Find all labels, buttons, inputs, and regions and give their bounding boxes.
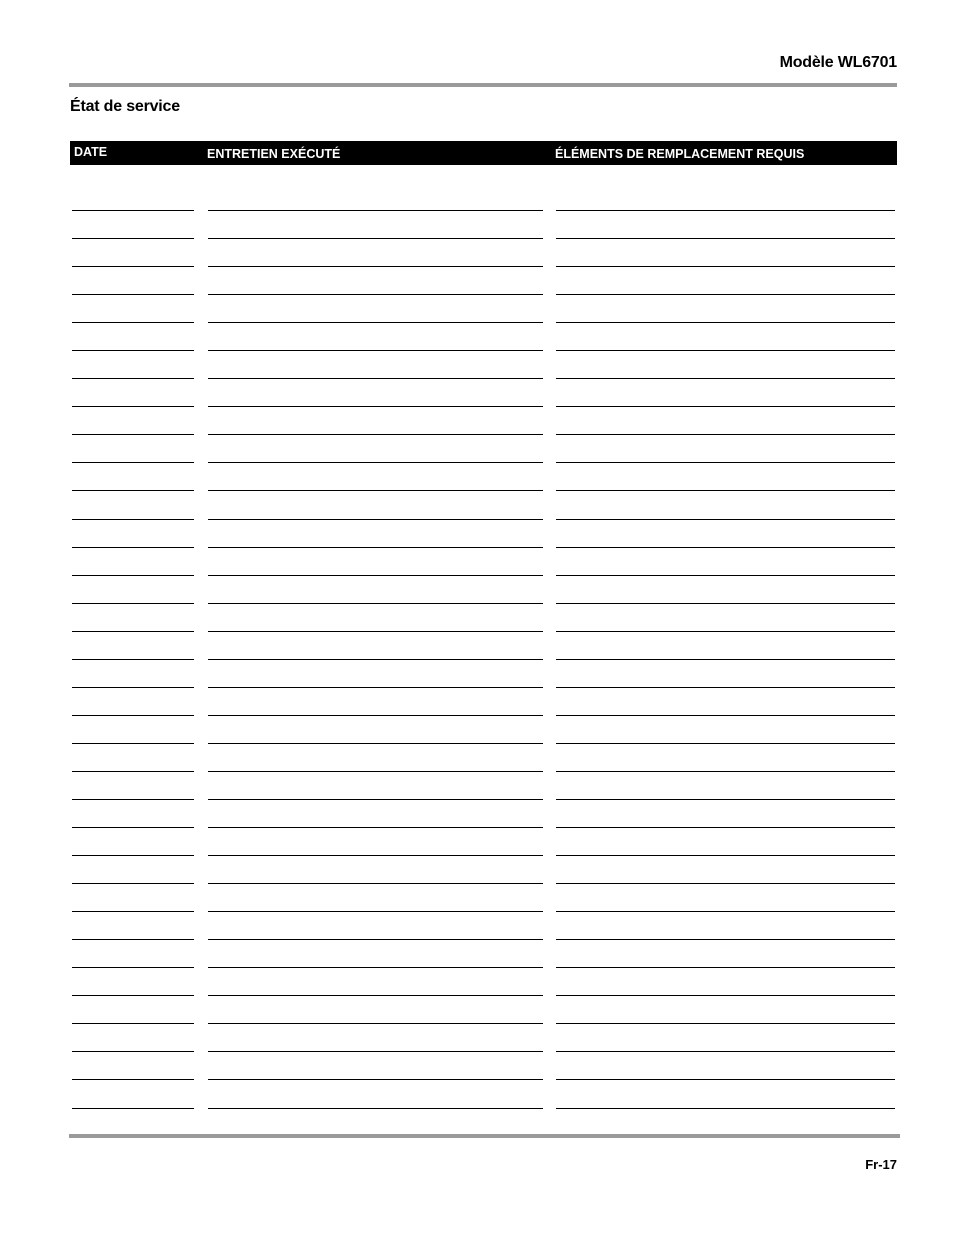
maintenance-entry-line (208, 995, 543, 996)
maintenance-entry-line (208, 855, 543, 856)
page-number: Fr-17 (865, 1157, 897, 1172)
table-row (0, 687, 954, 715)
column-header-date: DATE (74, 145, 108, 159)
date-entry-line (72, 967, 194, 968)
date-entry-line (72, 995, 194, 996)
maintenance-entry-line (208, 771, 543, 772)
date-entry-line (72, 294, 194, 295)
bottom-divider (69, 1134, 900, 1138)
table-row (0, 659, 954, 687)
date-entry-line (72, 855, 194, 856)
replacement-parts-entry-line (556, 266, 895, 267)
replacement-parts-entry-line (556, 631, 895, 632)
replacement-parts-entry-line (556, 911, 895, 912)
date-entry-line (72, 1108, 194, 1109)
replacement-parts-entry-line (556, 462, 895, 463)
maintenance-entry-line (208, 490, 543, 491)
column-header-replacement-parts: ÉLÉMENTS DE REMPLACEMENT REQUIS (555, 147, 805, 161)
maintenance-entry-line (208, 519, 543, 520)
table-row (0, 799, 954, 827)
maintenance-entry-line (208, 1023, 543, 1024)
replacement-parts-entry-line (556, 322, 895, 323)
maintenance-entry-line (208, 266, 543, 267)
replacement-parts-entry-line (556, 715, 895, 716)
maintenance-entry-line (208, 967, 543, 968)
date-entry-line (72, 210, 194, 211)
date-entry-line (72, 827, 194, 828)
table-row (0, 350, 954, 378)
table-row (0, 827, 954, 855)
date-entry-line (72, 434, 194, 435)
replacement-parts-entry-line (556, 575, 895, 576)
top-divider (69, 83, 897, 87)
maintenance-entry-line (208, 799, 543, 800)
maintenance-entry-line (208, 659, 543, 660)
table-row (0, 294, 954, 322)
date-entry-line (72, 1051, 194, 1052)
date-entry-line (72, 1079, 194, 1080)
table-row (0, 967, 954, 995)
maintenance-entry-line (208, 715, 543, 716)
date-entry-line (72, 743, 194, 744)
replacement-parts-entry-line (556, 378, 895, 379)
table-row (0, 575, 954, 603)
date-entry-line (72, 575, 194, 576)
date-entry-line (72, 911, 194, 912)
model-title: Modèle WL6701 (779, 54, 897, 71)
date-entry-line (72, 883, 194, 884)
maintenance-entry-line (208, 210, 543, 211)
date-entry-line (72, 603, 194, 604)
replacement-parts-entry-line (556, 799, 895, 800)
maintenance-entry-line (208, 575, 543, 576)
maintenance-entry-line (208, 1051, 543, 1052)
maintenance-entry-line (208, 462, 543, 463)
table-row (0, 1108, 954, 1136)
date-entry-line (72, 771, 194, 772)
replacement-parts-entry-line (556, 547, 895, 548)
maintenance-entry-line (208, 1108, 543, 1109)
table-row (0, 490, 954, 518)
replacement-parts-entry-line (556, 238, 895, 239)
table-row (0, 266, 954, 294)
date-entry-line (72, 631, 194, 632)
replacement-parts-entry-line (556, 771, 895, 772)
replacement-parts-entry-line (556, 967, 895, 968)
maintenance-entry-line (208, 378, 543, 379)
table-row (0, 631, 954, 659)
date-entry-line (72, 350, 194, 351)
maintenance-entry-line (208, 631, 543, 632)
maintenance-entry-line (208, 406, 543, 407)
maintenance-entry-line (208, 1079, 543, 1080)
maintenance-entry-line (208, 743, 543, 744)
date-entry-line (72, 378, 194, 379)
replacement-parts-entry-line (556, 406, 895, 407)
maintenance-entry-line (208, 547, 543, 548)
replacement-parts-entry-line (556, 995, 895, 996)
replacement-parts-entry-line (556, 1079, 895, 1080)
table-row (0, 1079, 954, 1107)
replacement-parts-entry-line (556, 519, 895, 520)
service-table-header (70, 141, 897, 165)
table-row (0, 547, 954, 575)
replacement-parts-entry-line (556, 743, 895, 744)
table-row (0, 434, 954, 462)
table-row (0, 210, 954, 238)
service-log-rows (0, 210, 954, 1136)
table-row (0, 238, 954, 266)
date-entry-line (72, 547, 194, 548)
replacement-parts-entry-line (556, 687, 895, 688)
table-row (0, 603, 954, 631)
replacement-parts-entry-line (556, 1051, 895, 1052)
date-entry-line (72, 799, 194, 800)
date-entry-line (72, 659, 194, 660)
maintenance-entry-line (208, 883, 543, 884)
table-row (0, 1051, 954, 1079)
date-entry-line (72, 406, 194, 407)
table-row (0, 406, 954, 434)
table-row (0, 995, 954, 1023)
table-row (0, 378, 954, 406)
maintenance-entry-line (208, 603, 543, 604)
replacement-parts-entry-line (556, 350, 895, 351)
table-row (0, 462, 954, 490)
replacement-parts-entry-line (556, 855, 895, 856)
table-row (0, 743, 954, 771)
replacement-parts-entry-line (556, 1023, 895, 1024)
date-entry-line (72, 238, 194, 239)
replacement-parts-entry-line (556, 210, 895, 211)
maintenance-entry-line (208, 322, 543, 323)
date-entry-line (72, 939, 194, 940)
replacement-parts-entry-line (556, 434, 895, 435)
date-entry-line (72, 322, 194, 323)
table-row (0, 939, 954, 967)
column-header-maintenance: ENTRETIEN EXÉCUTÉ (207, 147, 341, 161)
replacement-parts-entry-line (556, 883, 895, 884)
replacement-parts-entry-line (556, 603, 895, 604)
date-entry-line (72, 266, 194, 267)
table-row (0, 715, 954, 743)
replacement-parts-entry-line (556, 294, 895, 295)
maintenance-entry-line (208, 939, 543, 940)
date-entry-line (72, 1023, 194, 1024)
table-row (0, 911, 954, 939)
table-row (0, 771, 954, 799)
date-entry-line (72, 519, 194, 520)
maintenance-entry-line (208, 350, 543, 351)
maintenance-entry-line (208, 294, 543, 295)
maintenance-entry-line (208, 911, 543, 912)
date-entry-line (72, 490, 194, 491)
date-entry-line (72, 687, 194, 688)
replacement-parts-entry-line (556, 827, 895, 828)
replacement-parts-entry-line (556, 939, 895, 940)
table-row (0, 1023, 954, 1051)
table-row (0, 519, 954, 547)
date-entry-line (72, 462, 194, 463)
date-entry-line (72, 715, 194, 716)
section-title: État de service (70, 98, 180, 115)
maintenance-entry-line (208, 238, 543, 239)
maintenance-entry-line (208, 434, 543, 435)
maintenance-entry-line (208, 827, 543, 828)
replacement-parts-entry-line (556, 659, 895, 660)
table-row (0, 883, 954, 911)
maintenance-entry-line (208, 687, 543, 688)
table-row (0, 322, 954, 350)
replacement-parts-entry-line (556, 1108, 895, 1109)
replacement-parts-entry-line (556, 490, 895, 491)
table-row (0, 855, 954, 883)
